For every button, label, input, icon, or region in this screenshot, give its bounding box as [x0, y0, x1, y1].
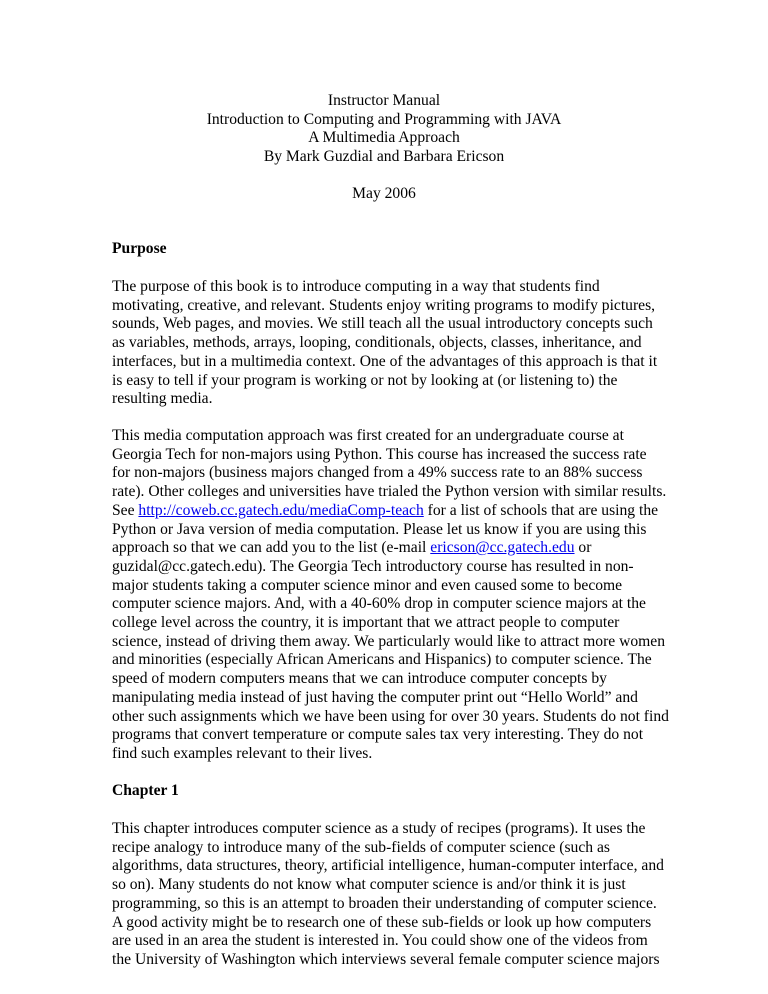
text-line: computer science majors. And, with a 40-60% drop in computer science majors at the — [112, 595, 646, 613]
text-line: resulting media. — [112, 390, 213, 408]
text-line: so on). Many students do not know what computer science is and/or think it is just — [112, 876, 626, 894]
book-title: Introduction to Computing and Programming with JAVA — [206, 110, 562, 128]
text-line: other such assignments which we have been using for over 30 years. Students do not find — [112, 707, 669, 725]
text-line-with-link — [112, 539, 672, 558]
text-line: The purpose of this book is to introduce computing in a way that students find — [112, 278, 600, 295]
text-line: interfaces, but in a multimedia context. One of the advantages of this approach is that it — [112, 352, 658, 370]
text-line: college level across the country, it is important that we attract people to computer — [112, 614, 620, 632]
purpose-paragraph-1 — [112, 278, 672, 409]
text-line: programming, so this is an attempt to broaden their understanding of computer science. — [112, 894, 657, 912]
heading-purpose: Purpose — [112, 240, 167, 257]
text-line-with-link — [112, 502, 672, 521]
authors: By Mark Guzdial and Barbara Ericson — [263, 148, 505, 166]
text-line: guzidal@cc.gatech.edu). The Georgia Tech introductory course has resulted in non- — [112, 557, 634, 575]
text-line: sounds, Web pages, and movies. We still teach all the usual introductory concepts such — [112, 315, 653, 333]
text-line: programs that convert temperature or compute sales tax very interesting. They do not — [112, 726, 644, 744]
email-link[interactable]: ericson@cc.gatech.edu — [430, 539, 575, 557]
purpose-paragraph-2 — [112, 427, 672, 764]
text-line: Python or Java version of media computation. Please let us know if you are using this — [112, 520, 647, 538]
text-line: and minorities (especially African Americans and Hispanics) to computer science. The — [112, 651, 652, 669]
text-fragment: for a list of schools that are using the — [423, 501, 659, 519]
text-line: the University of Washington which interviews several female computer science majors — [112, 950, 660, 968]
text-line: find such examples relevant to their lives. — [112, 744, 373, 762]
text-line: science, instead of driving them away. We particularly would like to attract more women — [112, 632, 666, 650]
text-line: This media computation approach was first created for an undergraduate course at — [112, 427, 624, 444]
text-line: This chapter introduces computer science as a study of recipes (programs). It uses the — [112, 820, 646, 837]
document-date: May 2006 — [352, 185, 416, 202]
text-fragment: approach so that we can add you to the list (e-mail — [112, 539, 431, 557]
text-line: major students taking a computer science minor and even caused some to become — [112, 576, 623, 594]
text-line: recipe analogy to introduce many of the sub-fields of computer science (such as — [112, 838, 610, 856]
text-line: Georgia Tech for non-majors using Python. This course has increased the success rate — [112, 445, 647, 463]
heading-chapter-1: Chapter 1 — [112, 782, 179, 799]
text-fragment: or — [574, 539, 592, 557]
manual-title: Instructor Manual — [327, 92, 441, 109]
text-line: are used in an area the student is interested in. You could show one of the videos from — [112, 932, 648, 950]
chapter-1-paragraph — [112, 820, 672, 970]
book-subtitle: A Multimedia Approach — [308, 129, 460, 147]
text-line: manipulating media instead of just having the computer print out “Hello World” and — [112, 688, 638, 706]
text-line: motivating, creative, and relevant. Students enjoy writing programs to modify pictures, — [112, 296, 656, 314]
text-line: rate). Other colleges and universities have trialed the Python version with similar results. — [112, 483, 667, 501]
text-line: A good activity might be to research one of these sub-fields or look up how computers — [112, 913, 652, 931]
text-line: is easy to tell if your program is working or not by looking at (or listening to) the — [112, 371, 618, 389]
mediacomp-teach-link[interactable]: http://coweb.cc.gatech.edu/mediaComp-teach — [138, 501, 424, 519]
text-line: for non-majors (business majors changed from a 49% success rate to an 88% success — [112, 464, 643, 482]
title-block — [0, 92, 768, 167]
text-line: as variables, methods, arrays, looping, conditionals, objects, classes, inheritance, and — [112, 334, 642, 352]
text-line: algorithms, data structures, theory, artificial intelligence, human-computer interface, and — [112, 857, 664, 875]
text-fragment: See — [112, 501, 139, 519]
text-line: speed of modern computers means that we can introduce computer concepts by — [112, 670, 607, 688]
